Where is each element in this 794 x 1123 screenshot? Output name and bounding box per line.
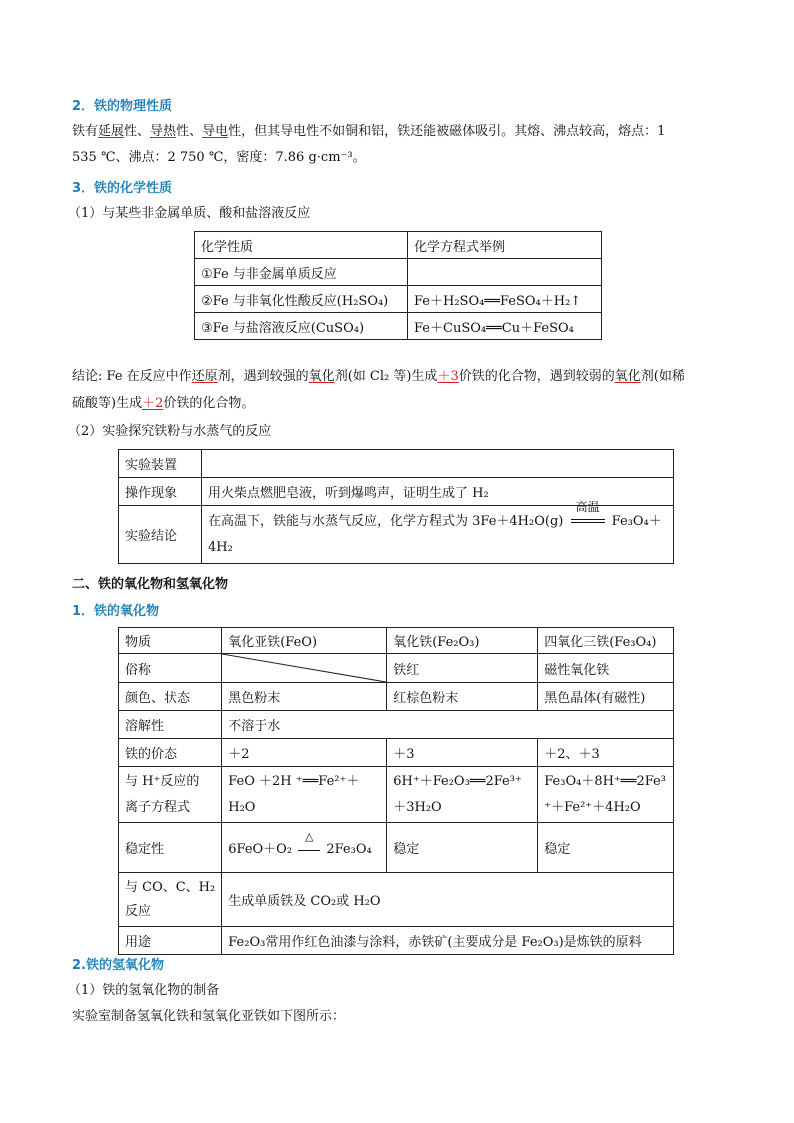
part-two-title: 二、铁的氧化物和氢氧化物: [72, 577, 229, 592]
table-cell: 6FeO＋O₂ △ 2Fe₃O₄: [222, 823, 387, 873]
heat-symbol: △: [304, 829, 314, 843]
table-cell: ③Fe 与盐溶液反应(CuSO₄): [195, 313, 408, 340]
subsection-2: （2）实验探究铁粉与水蒸气的反应: [68, 424, 272, 439]
table-cell: 氧化铁(Fe₂O₃): [387, 628, 538, 654]
table-cell: ＋2: [222, 739, 387, 767]
table-cell: Fe＋CuSO₄══Cu＋FeSO₄: [408, 313, 602, 340]
blank-plus2: ＋2: [142, 396, 164, 411]
table-cell: ①Fe 与非金属单质反应: [195, 259, 408, 286]
table-cell: 与 H⁺反应的 离子方程式: [119, 767, 222, 823]
blank-oxidant-strong: 氧化: [308, 369, 335, 384]
table-cell: Fe₂O₃常用作红色油漆与涂料，赤铁矿(主要成分是 Fe₂O₃)是炼铁的原料: [222, 927, 674, 955]
table-cell: 氧化亚铁(FeO): [222, 628, 387, 654]
table-cell: 铁的价态: [119, 739, 222, 767]
table-cell: 磁性氧化铁: [538, 654, 674, 683]
blank-electric: 导电: [202, 124, 229, 139]
section-title-physical: 2．铁的物理性质: [72, 99, 173, 114]
table1-header-property: 化学性质: [195, 232, 408, 259]
table-cell: 稳定: [538, 823, 674, 873]
table-cell: 与 CO、C、H₂ 反应: [119, 873, 222, 927]
table-cell: [408, 259, 602, 286]
physical-line-2: 535 ℃、沸点：2 750 ℃，密度：7.86 g·cm⁻³。: [72, 150, 366, 165]
table-cell: 俗称: [119, 654, 222, 683]
section-title-chemical: 3．铁的化学性质: [72, 181, 173, 196]
table-cell: 稳定性: [119, 823, 222, 873]
table1-header-equation: 化学方程式举例: [408, 232, 602, 259]
table-cell: 实验装置: [119, 450, 202, 478]
condition-label: 高温: [575, 500, 600, 514]
blank-oxidant-weak: 氧化: [614, 369, 641, 384]
table-cell: ＋2、＋3: [538, 739, 674, 767]
subsection-1: （1）与某些非金属单质、酸和盐溶液反应: [68, 206, 311, 221]
table-cell: ＋3: [387, 739, 538, 767]
table-cell: Fe₃O₄＋8H⁺══2Fe³ ⁺＋Fe²⁺＋4H₂O: [538, 767, 674, 823]
table-cell: FeO ＋2H ⁺══Fe²⁺＋ H₂O: [222, 767, 387, 823]
table-cell: 稳定: [387, 823, 538, 873]
table-cell: 实验结论: [119, 506, 202, 564]
table-cell: 铁红: [387, 654, 538, 683]
reactions-table: [194, 231, 602, 340]
table-cell: 操作现象: [119, 478, 202, 506]
hydroxide-subsection: （1）铁的氢氧化物的制备: [68, 983, 220, 998]
table-cell: 用途: [119, 927, 222, 955]
hydroxide-text: 实验室制备氢氧化铁和氢氧化亚铁如下图所示：: [72, 1009, 346, 1024]
physical-line-1: 铁有延展性、导热性、导电性，但其导电性不如铜和铝，铁还能被磁体吸引。其熔、沸点较高，熔点：1: [72, 124, 666, 139]
table-cell: 黑色晶体(有磁性): [538, 683, 674, 711]
blank-plus3: ＋3: [437, 369, 459, 384]
blank-ductile: 延展: [98, 124, 125, 139]
table-cell: 红棕色粉末: [387, 683, 538, 711]
table-cell: 黑色粉末: [222, 683, 387, 711]
blank-thermal: 导热: [150, 124, 177, 139]
heat-arrow: [298, 829, 320, 857]
table-cell: 生成单质铁及 CO₂或 H₂O: [222, 873, 674, 927]
table-cell: 6H⁺＋Fe₂O₃══2Fe³⁺ ＋3H₂O: [387, 767, 538, 823]
table-cell: 颜色、状态: [119, 683, 222, 711]
table-cell: 溶解性: [119, 711, 222, 739]
conclusion-line-1: 结论: Fe 在反应中作还原剂，遇到较强的氧化剂(如 Cl₂ 等)生成＋3价铁的化合物，遇到较弱的氧化剂(如稀: [72, 369, 685, 384]
table-cell: 不溶于水: [222, 711, 674, 739]
table-cell: 物质: [119, 628, 222, 654]
table-cell: [202, 450, 674, 478]
conclusion-line-2: 硫酸等)生成＋2价铁的化合物。: [72, 396, 255, 411]
blank-reductant: 还原: [191, 369, 218, 384]
experiment-table: [118, 449, 674, 564]
table-cell: 用火柴点燃肥皂液，听到爆鸣声，证明生成了 H₂: [202, 478, 674, 506]
table-cell: Fe＋H₂SO₄══FeSO₄＋H₂↑: [408, 286, 602, 313]
condition-arrow: [571, 500, 605, 528]
diagonal-line: [222, 654, 386, 682]
diagonal-cell: [222, 654, 387, 683]
table-cell: 四氧化三铁(Fe₃O₄): [538, 628, 674, 654]
section-title-oxides: 1．铁的氧化物: [72, 604, 160, 619]
table-cell: ②Fe 与非氧化性酸反应(H₂SO₄): [195, 286, 408, 313]
section-title-hydroxides: 2.铁的氢氧化物: [72, 958, 164, 973]
experiment-conclusion-cell: 在高温下，铁能与水蒸气反应，化学方程式为 3Fe＋4H₂O(g) 高温 Fe₃O₄＋ 4H₂: [202, 506, 674, 564]
oxides-table: [118, 627, 674, 955]
